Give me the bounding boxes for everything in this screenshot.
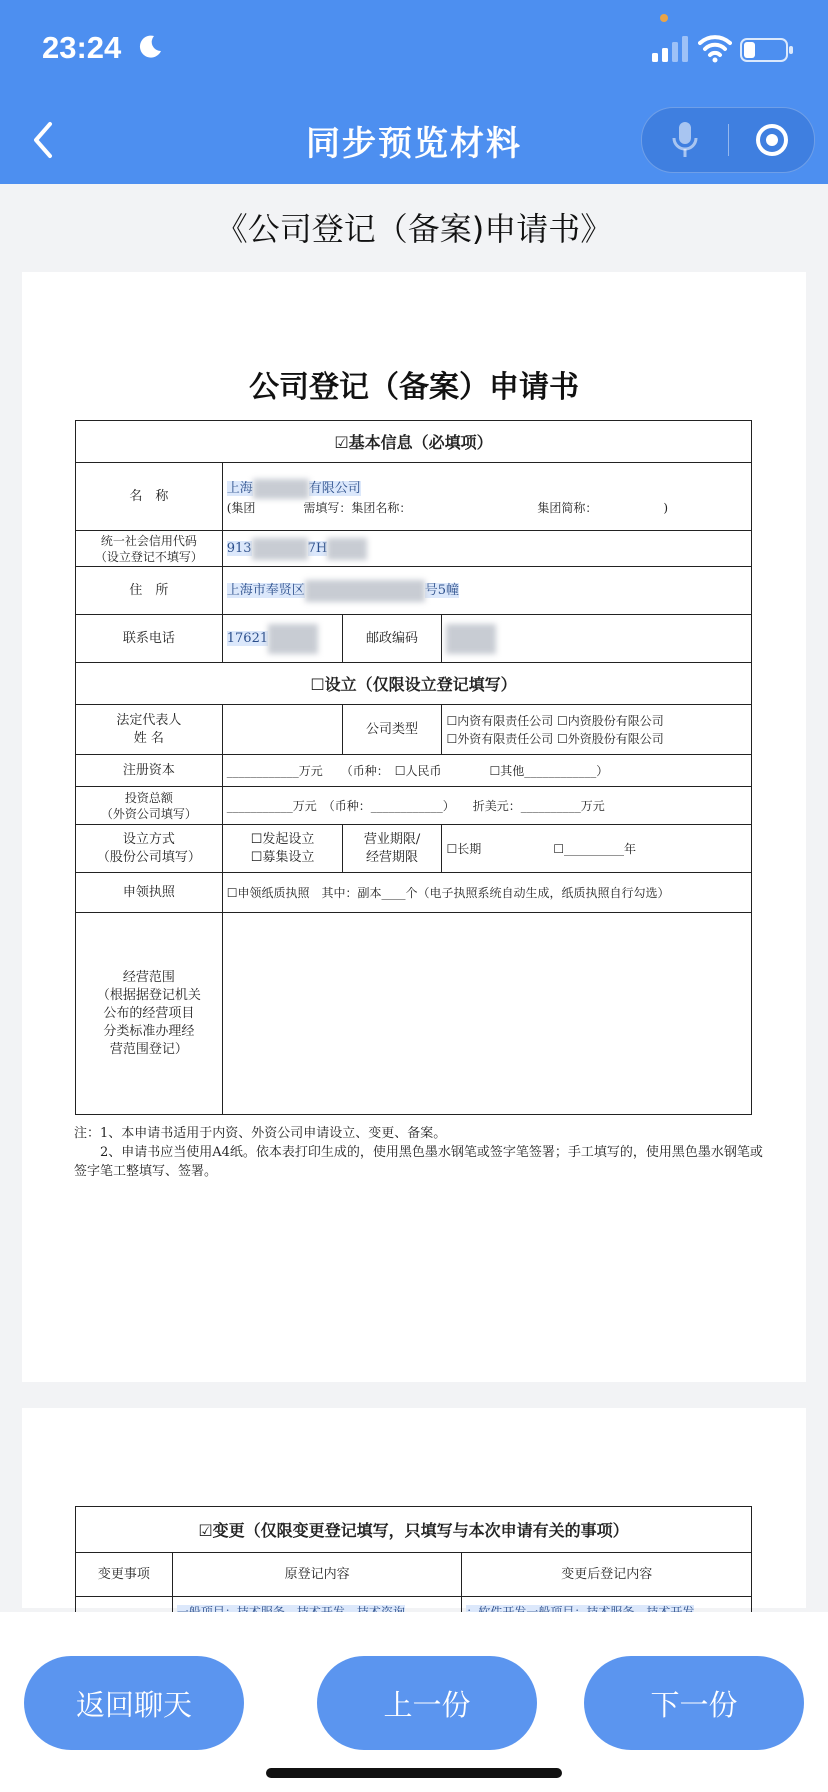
legal-rep-cell [222, 705, 342, 755]
credit-code-label: 统一社会信用代码 （设立登记不填写） [76, 531, 223, 567]
record-target-icon[interactable] [754, 122, 790, 158]
total-investment-label: 投资总额 （外资公司填写） [76, 787, 223, 825]
microphone-icon[interactable] [672, 121, 698, 159]
group-line: (集团 需填写：集团名称： 集团简称： ) [226, 500, 669, 515]
setup-methods: ☐发起设立 ☐募集设立 [222, 825, 342, 873]
redacted-block [253, 479, 309, 499]
registered-capital-label: 注册资本 [76, 755, 223, 787]
postcode-label: 邮政编码 [342, 615, 442, 663]
back-to-chat-button[interactable]: 返回聊天 [24, 1656, 244, 1750]
cellular-signal-icon [652, 36, 690, 62]
form-table [75, 420, 752, 1115]
name-cell [222, 463, 751, 531]
note-line-1: 注：1、本申请书适用于内资、外资公司申请设立、变更、备案。 [74, 1126, 447, 1141]
document-page-2[interactable] [22, 1408, 806, 1608]
legal-rep-label: 法定代表人 姓 名 [76, 705, 223, 755]
company-types-line-2: ☐外资有限责任公司 ☐外资股份有限公司 [446, 731, 664, 746]
section-setup: ☐设立（仅限设立登记填写） [76, 663, 752, 705]
credit-code-prefix: 913 [226, 541, 252, 556]
address-suffix: 号5幢 [424, 583, 460, 599]
previous-document-button[interactable]: 上一份 [317, 1656, 537, 1750]
form-title: 公司登记（备案）申请书 [249, 370, 579, 405]
moon-icon [137, 34, 163, 60]
bottom-action-bar [0, 1612, 828, 1792]
postcode-cell [442, 615, 752, 663]
address-prefix: 上海市奉贤区 [226, 583, 305, 599]
term-label: 营业期限/ 经营期限 [342, 825, 442, 873]
change-item-header: 变更事项 [76, 1553, 173, 1597]
document-title: 《公司登记（备案)申请书》 [215, 210, 613, 248]
registered-capital-value: ____________万元 （币种： ☐人民币 ☐其他____________） [222, 755, 751, 787]
term-value: ☐长期 ☐__________年 [442, 825, 752, 873]
home-indicator[interactable] [266, 1768, 562, 1778]
name-value-suffix: 有限公司 [308, 481, 361, 497]
company-types-line-1: ☐内资有限责任公司 ☐内资股份有限公司 [446, 713, 664, 728]
form-notes [74, 1124, 774, 1181]
document-page-1[interactable] [22, 272, 806, 1382]
business-scope-label: 经营范围 （根据据登记机关 公布的经营项目 分类标准办理经 营范围登记） [76, 913, 223, 1115]
license-value: ☐申领纸质执照 其中：副本____个（电子执照系统自动生成，纸质执照自行勾选） [222, 873, 751, 913]
privacy-indicator-dot [660, 14, 668, 22]
redacted-block [327, 538, 367, 560]
address-cell [222, 567, 751, 615]
wifi-icon [698, 33, 732, 63]
phone-label: 联系电话 [76, 615, 223, 663]
after-content-header: 变更后登记内容 [462, 1553, 752, 1597]
note-line-2: 2、申请书应当使用A4纸。依本表打印生成的，使用黑色墨水钢笔或签字笔签署；手工填写的，使用黑色墨水钢笔或签字笔工整填写、签署。 [74, 1145, 763, 1179]
setup-method-label: 设立方式 （股份公司填写） [76, 825, 223, 873]
before-content-header: 原登记内容 [172, 1553, 462, 1597]
redacted-block [252, 538, 308, 560]
total-investment-value: ___________万元 （币种：____________） 折美元：__________万元 [222, 787, 751, 825]
company-type-cell [442, 705, 752, 755]
name-label: 名 称 [76, 463, 223, 531]
address-label: 住 所 [76, 567, 223, 615]
battery-icon [740, 38, 794, 62]
business-scope-cell [222, 913, 751, 1115]
app-header [0, 0, 828, 184]
section-change: ☑变更（仅限变更登记填写，只填写与本次申请有关的事项） [76, 1507, 752, 1553]
redacted-block [305, 580, 425, 602]
redacted-block [268, 624, 318, 654]
phone-cell [222, 615, 342, 663]
phone-prefix: 17621 [226, 631, 269, 646]
voice-record-capsule [641, 107, 815, 173]
name-value-prefix: 上海 [226, 481, 253, 497]
capsule-divider [728, 124, 729, 156]
status-time: 23:24 [42, 30, 122, 65]
company-type-label: 公司类型 [342, 705, 442, 755]
section-basic-info: ☑基本信息（必填项） [76, 421, 752, 463]
license-label: 申领执照 [76, 873, 223, 913]
redacted-block [446, 624, 496, 654]
change-table [75, 1506, 752, 1627]
credit-code-cell [222, 531, 751, 567]
next-document-button[interactable]: 下一份 [584, 1656, 804, 1750]
credit-code-mid: 7H [307, 541, 328, 556]
page-title: 同步预览材料 [306, 124, 522, 164]
